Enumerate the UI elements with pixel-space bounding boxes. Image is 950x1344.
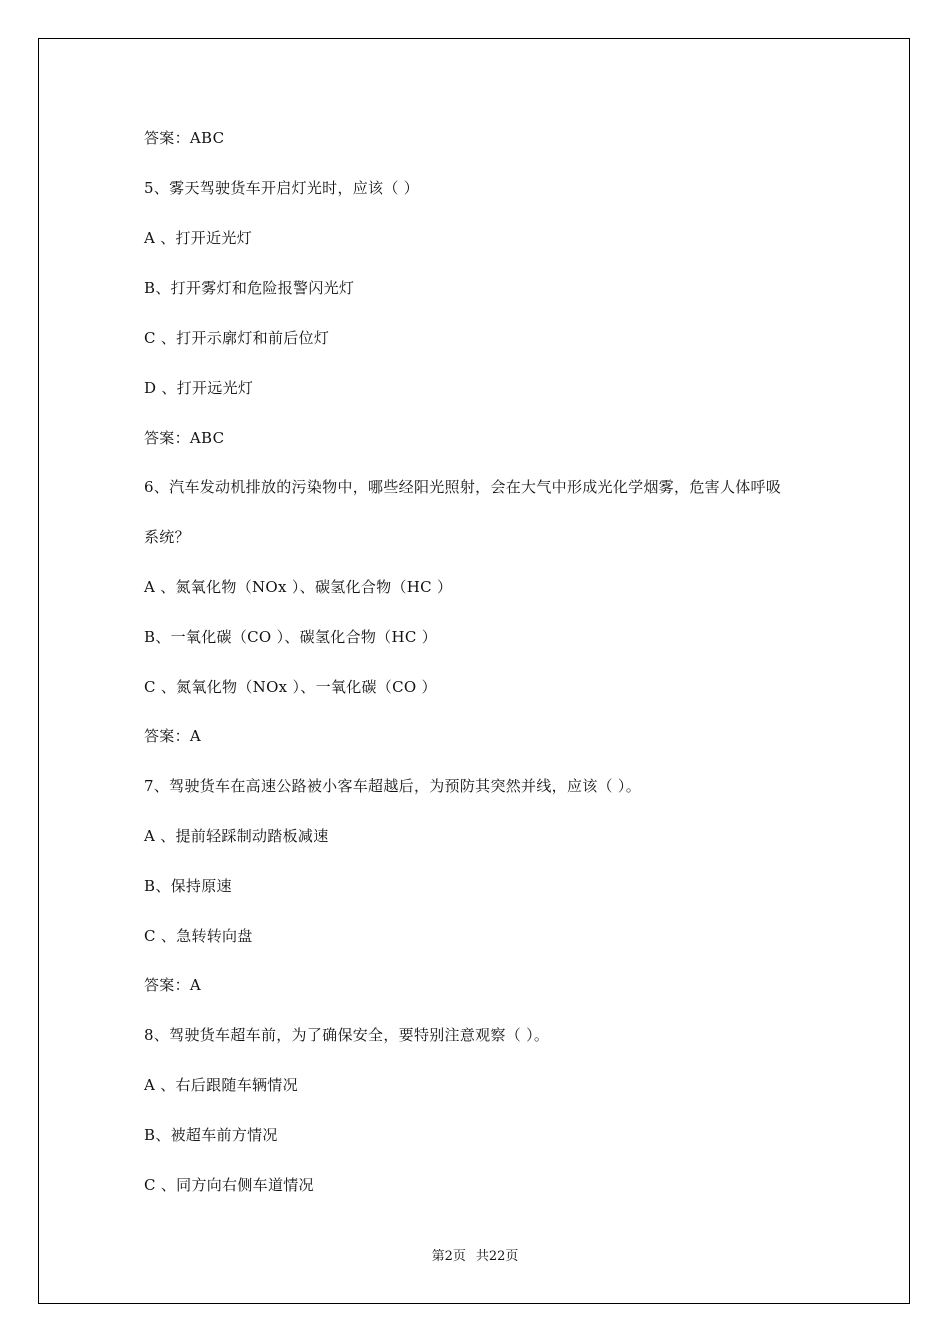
question-5: 5、雾天驾驶货车开启灯光时，应该（ ） [144,179,420,197]
option-line: C 、同方向右侧车道情况 [144,1176,314,1194]
page-footer [0,1248,950,1266]
option-line: B、保持原速 [144,877,232,895]
answer-line: 答案：ABC [144,429,225,447]
option-line: C 、氮氧化物（NOx ）、一氧化碳（CO ） [144,678,437,696]
option-line: A 、右后跟随车辆情况 [144,1076,298,1094]
option-line: C 、急转转向盘 [144,927,253,945]
option-line: B、一氧化碳（CO ）、碳氢化合物（HC ） [144,628,437,646]
option-line: A 、打开近光灯 [144,229,253,247]
answer-line: 答案：A [144,727,202,745]
option-line: A 、氮氧化物（NOx ）、碳氢化合物（HC ） [144,578,453,596]
option-line: C 、打开示廓灯和前后位灯 [144,329,330,347]
question-6-continued: 系统？ [144,528,190,546]
question-6: 6、汽车发动机排放的污染物中，哪些经阳光照射，会在大气中形成光化学烟雾，危害人体呼吸 [144,478,782,496]
answer-line: 答案：ABC [144,129,225,147]
option-line: B、打开雾灯和危险报警闪光灯 [144,279,355,297]
page-number: 第2页 [431,1249,466,1264]
question-7: 7、驾驶货车在高速公路被小客车超越后，为预防其突然并线，应该（ ）。 [144,777,642,795]
answer-line: 答案：A [144,976,202,994]
option-line: B、被超车前方情况 [144,1126,278,1144]
question-8: 8、驾驶货车超车前，为了确保安全，要特别注意观察（ ）。 [144,1026,550,1044]
option-line: A 、提前轻踩制动踏板减速 [144,827,329,845]
page-total: 共22页 [475,1249,519,1264]
option-line: D 、打开远光灯 [144,379,254,397]
